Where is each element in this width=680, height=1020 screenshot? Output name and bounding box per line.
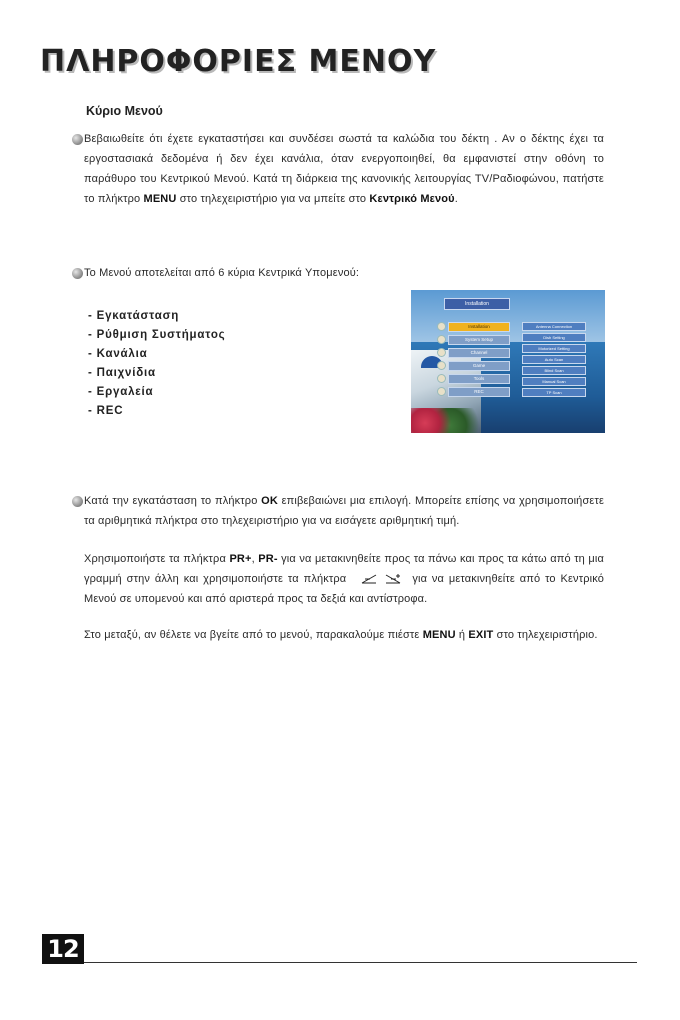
submenu-item: Blind Scan [522, 366, 586, 375]
intro-paragraph: Βεβαιωθείτε ότι έχετε εγκαταστήσει και συνδέσει σωστά τα καλώδια του δέκτη . Αν ο δέκτης έχει τα εργοστασιακά δεδομένα ή δεν έχει κανάλια, όταν ενεργοποιηθεί, θα εμφανιστεί στην οθόνη το παράθυρο του Κεντρικού Μενού. Κατά τη διάρκεια της κανονικής λειτουργίας TV/Ραδιοφώνου, πατήστε το πλήκτρο MENU στο τηλεχειριστήριο για να μπείτε στο Κεντρικό Μενού. [84, 133, 604, 205]
key-pr-plus: PR+ [229, 553, 252, 565]
rec-icon [437, 387, 446, 396]
tools-icon [437, 374, 446, 383]
submenu-intro: Το Μενού αποτελείται από 6 κύρια Κεντρικά Υπομενού: [84, 267, 360, 279]
navigation-paragraph: Χρησιμοποιήστε τα πλήκτρα PR+, PR- για να μετακινηθείτε προς τα πάνω και προς τα κάτω από τη μια γραμμή στην άλλη και χρησιμοποιήστε τα πλήκτρα για να μετακινηθείτε από το Κεντρικό Μενού σε υπομενού και από αριστερά προς τα δεξιά και αντίστροφα. [84, 553, 604, 605]
ok-paragraph: Κατά την εγκατάσταση το πλήκτρο OK επιβεβαιώνει μια επιλογή. Μπορείτε επίσης να χρησιμοποιήσετε τα αριθμητικά πλήκτρα στο τηλεχειριστήριο για να εισάγετε αριθμητική τιμή. [84, 495, 604, 527]
submenu-item: Auto Scan [522, 355, 586, 364]
menu-item: REC [448, 387, 510, 397]
key-exit: EXIT [468, 629, 494, 641]
list-item: - Εργαλεία [88, 386, 154, 398]
volume-keys-icon [360, 573, 404, 585]
menu-item: System Setup [448, 335, 510, 345]
submenu-item: Manual Scan [522, 377, 586, 386]
submenu-item: Motorized Setting [522, 344, 586, 353]
list-item: - Παιχνίδια [88, 367, 156, 379]
page-title: ΠΛΗΡΟΦΟΡΙΕΣ ΜΕΝΟΥ [40, 44, 437, 79]
submenu-item: Antenna Connection [522, 322, 586, 331]
system-icon [437, 335, 446, 344]
key-menu: MENU [143, 193, 177, 205]
exit-paragraph: Στο μεταξύ, αν θέλετε να βγείτε από το μενού, παρακαλούμε πιέστε MENU ή EXIT στο τηλεχειριστήριο. [84, 629, 598, 641]
footer-rule [84, 962, 637, 963]
menu-main-list [448, 322, 510, 400]
submenu-item: Dish Setting [522, 333, 586, 342]
key-menu: MENU [422, 629, 456, 641]
flower-image [411, 408, 481, 433]
install-icon [437, 322, 446, 331]
main-menu-screenshot [411, 290, 605, 433]
bullet-icon [72, 268, 83, 279]
page-number: 12 [42, 934, 84, 964]
menu-item: Installation [448, 322, 510, 332]
main-menu-term: Κεντρικό Μενού [369, 193, 455, 205]
submenu-item: TP Scan [522, 388, 586, 397]
channel-icon [437, 348, 446, 357]
section-heading: Κύριο Μενού [86, 104, 163, 118]
menu-item: Tools [448, 374, 510, 384]
list-item: - Εγκατάσταση [88, 310, 180, 322]
bullet-icon [72, 134, 83, 145]
list-item: - REC [88, 405, 124, 417]
menu-item: Channel [448, 348, 510, 358]
menu-icons [437, 322, 445, 400]
key-ok: OK [261, 495, 278, 507]
menu-sub-list [522, 322, 586, 399]
list-item: - Κανάλια [88, 348, 148, 360]
key-pr-minus: PR- [258, 553, 278, 565]
bullet-icon [72, 496, 83, 507]
game-icon [437, 361, 446, 370]
menu-title: Installation [444, 298, 510, 310]
submenu-list [88, 307, 225, 421]
menu-item: Game [448, 361, 510, 371]
list-item: - Ρύθμιση Συστήματος [88, 329, 226, 341]
